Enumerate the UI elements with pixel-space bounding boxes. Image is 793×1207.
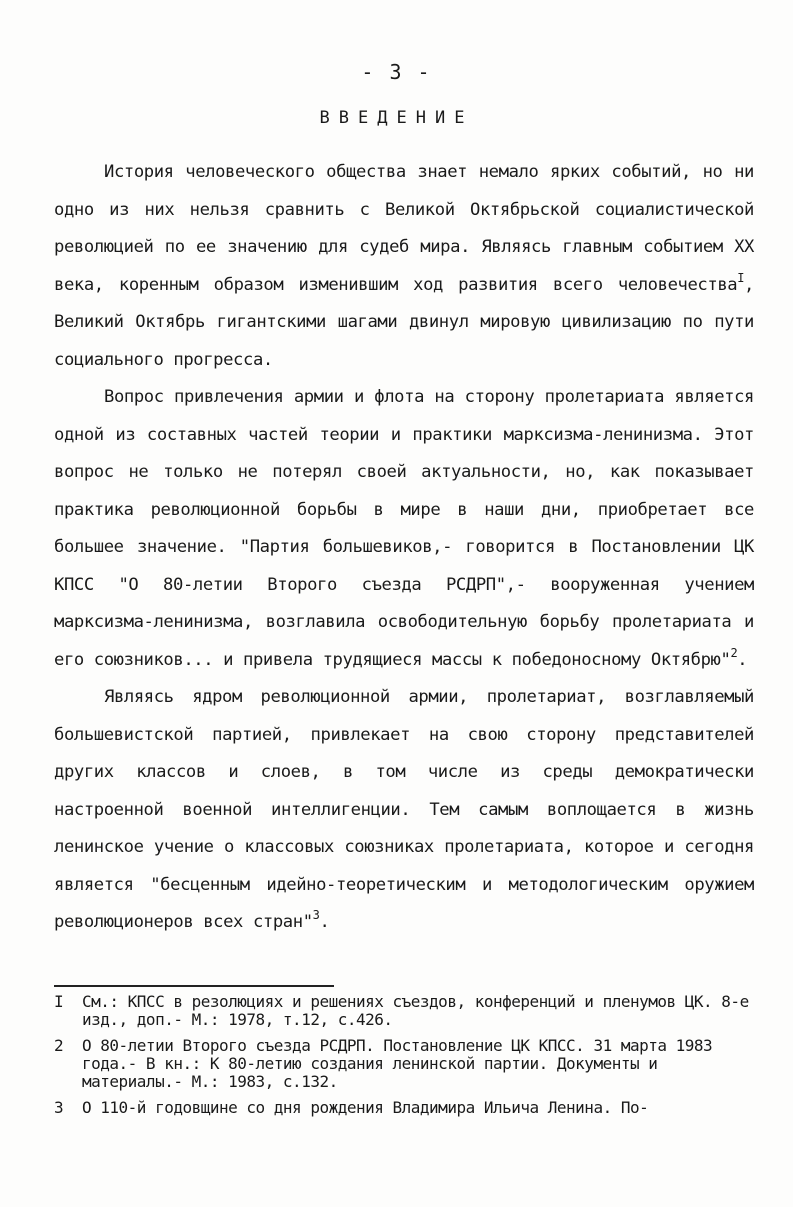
footnote-ref: 3 [312,908,320,922]
footnote [54,993,754,1029]
paragraph [54,379,754,679]
footnote-ref: I [737,270,745,285]
footnote-text: О 110-й годовщине со дня рождения Владимира Ильича Ленина. По- [82,1098,649,1117]
footnotes [54,993,754,1125]
footnote-number: 2 [54,1036,64,1055]
footnote [54,1099,754,1117]
footnote-text: См.: КПСС в резолюциях и решениях съездов, конференций и пленумов ЦК. 8-е изд., доп.- М.: 1978, т.12, с.426. [82,992,749,1029]
section-heading: ВВЕДЕНИЕ [319,108,474,128]
paragraph-text-tail: . [737,649,748,670]
paragraph-text-tail: , Великий Октябрь гигантскими шагами двинул мировую цивилизацию по пути социального прогресса. [54,274,754,370]
footnote [54,1037,754,1091]
paragraph-text-tail: . [319,912,330,932]
paragraph [54,679,754,942]
paragraph-text: Являясь ядром революционной армии, пролетариат, возглавляемый большевистской партией, привлекает на свою сторону представителей других классов и слоев, в том числе из среды демократически настроенной военной интеллигенции. Тем самым воплощается в жизнь ленинское учение о классовых союзниках пролетариата, которое и сегодня является "бесценным идейно-теоретическим и методологическим оружием революционеров всех стран" [54,687,754,932]
body-text [54,154,754,942]
page-number: - 3 - [361,60,432,84]
footnote-number: I [54,992,64,1011]
paragraph [54,154,754,379]
footnote-ref: 2 [730,645,738,660]
footnote-number: 3 [54,1098,64,1117]
footnote-divider [54,985,334,987]
footnote-text: О 80-летии Второго съезда РСДРП. Постановление ЦК КПСС. 31 марта 1983 года.- В кн.: К 80-летию создания ленинской партии. Документы и материалы.- М.: 1983, с.132. [82,1036,713,1091]
paragraph-text: История человеческого общества знает немало ярких событий, но ни одно из них нельзя сравнить с Великой Октябрьской социалистической революцией по ее значению для судеб мира. Являясь главным событием XX века, коренным образом изменившим ход развития всего человечества [54,162,754,295]
paragraph-text: Вопрос привлечения армии и флота на сторону пролетариата является одной из составных частей теории и практики марксизма-ленинизма. Этот вопрос не только не потерял своей актуальности, но, как показывает практика революционной борьбы в мире в наши дни, приобретает все большее значение. "Партия большевиков,- говорится в Постановлении ЦК КПСС "О 80-летии Второго съезда РСДРП",- вооруженная учением марксизма-ленинизма, возглавила освободительную борьбу пролетариата и его союзников... и привела трудящиеся массы к победоносному Октябрю" [54,387,754,670]
